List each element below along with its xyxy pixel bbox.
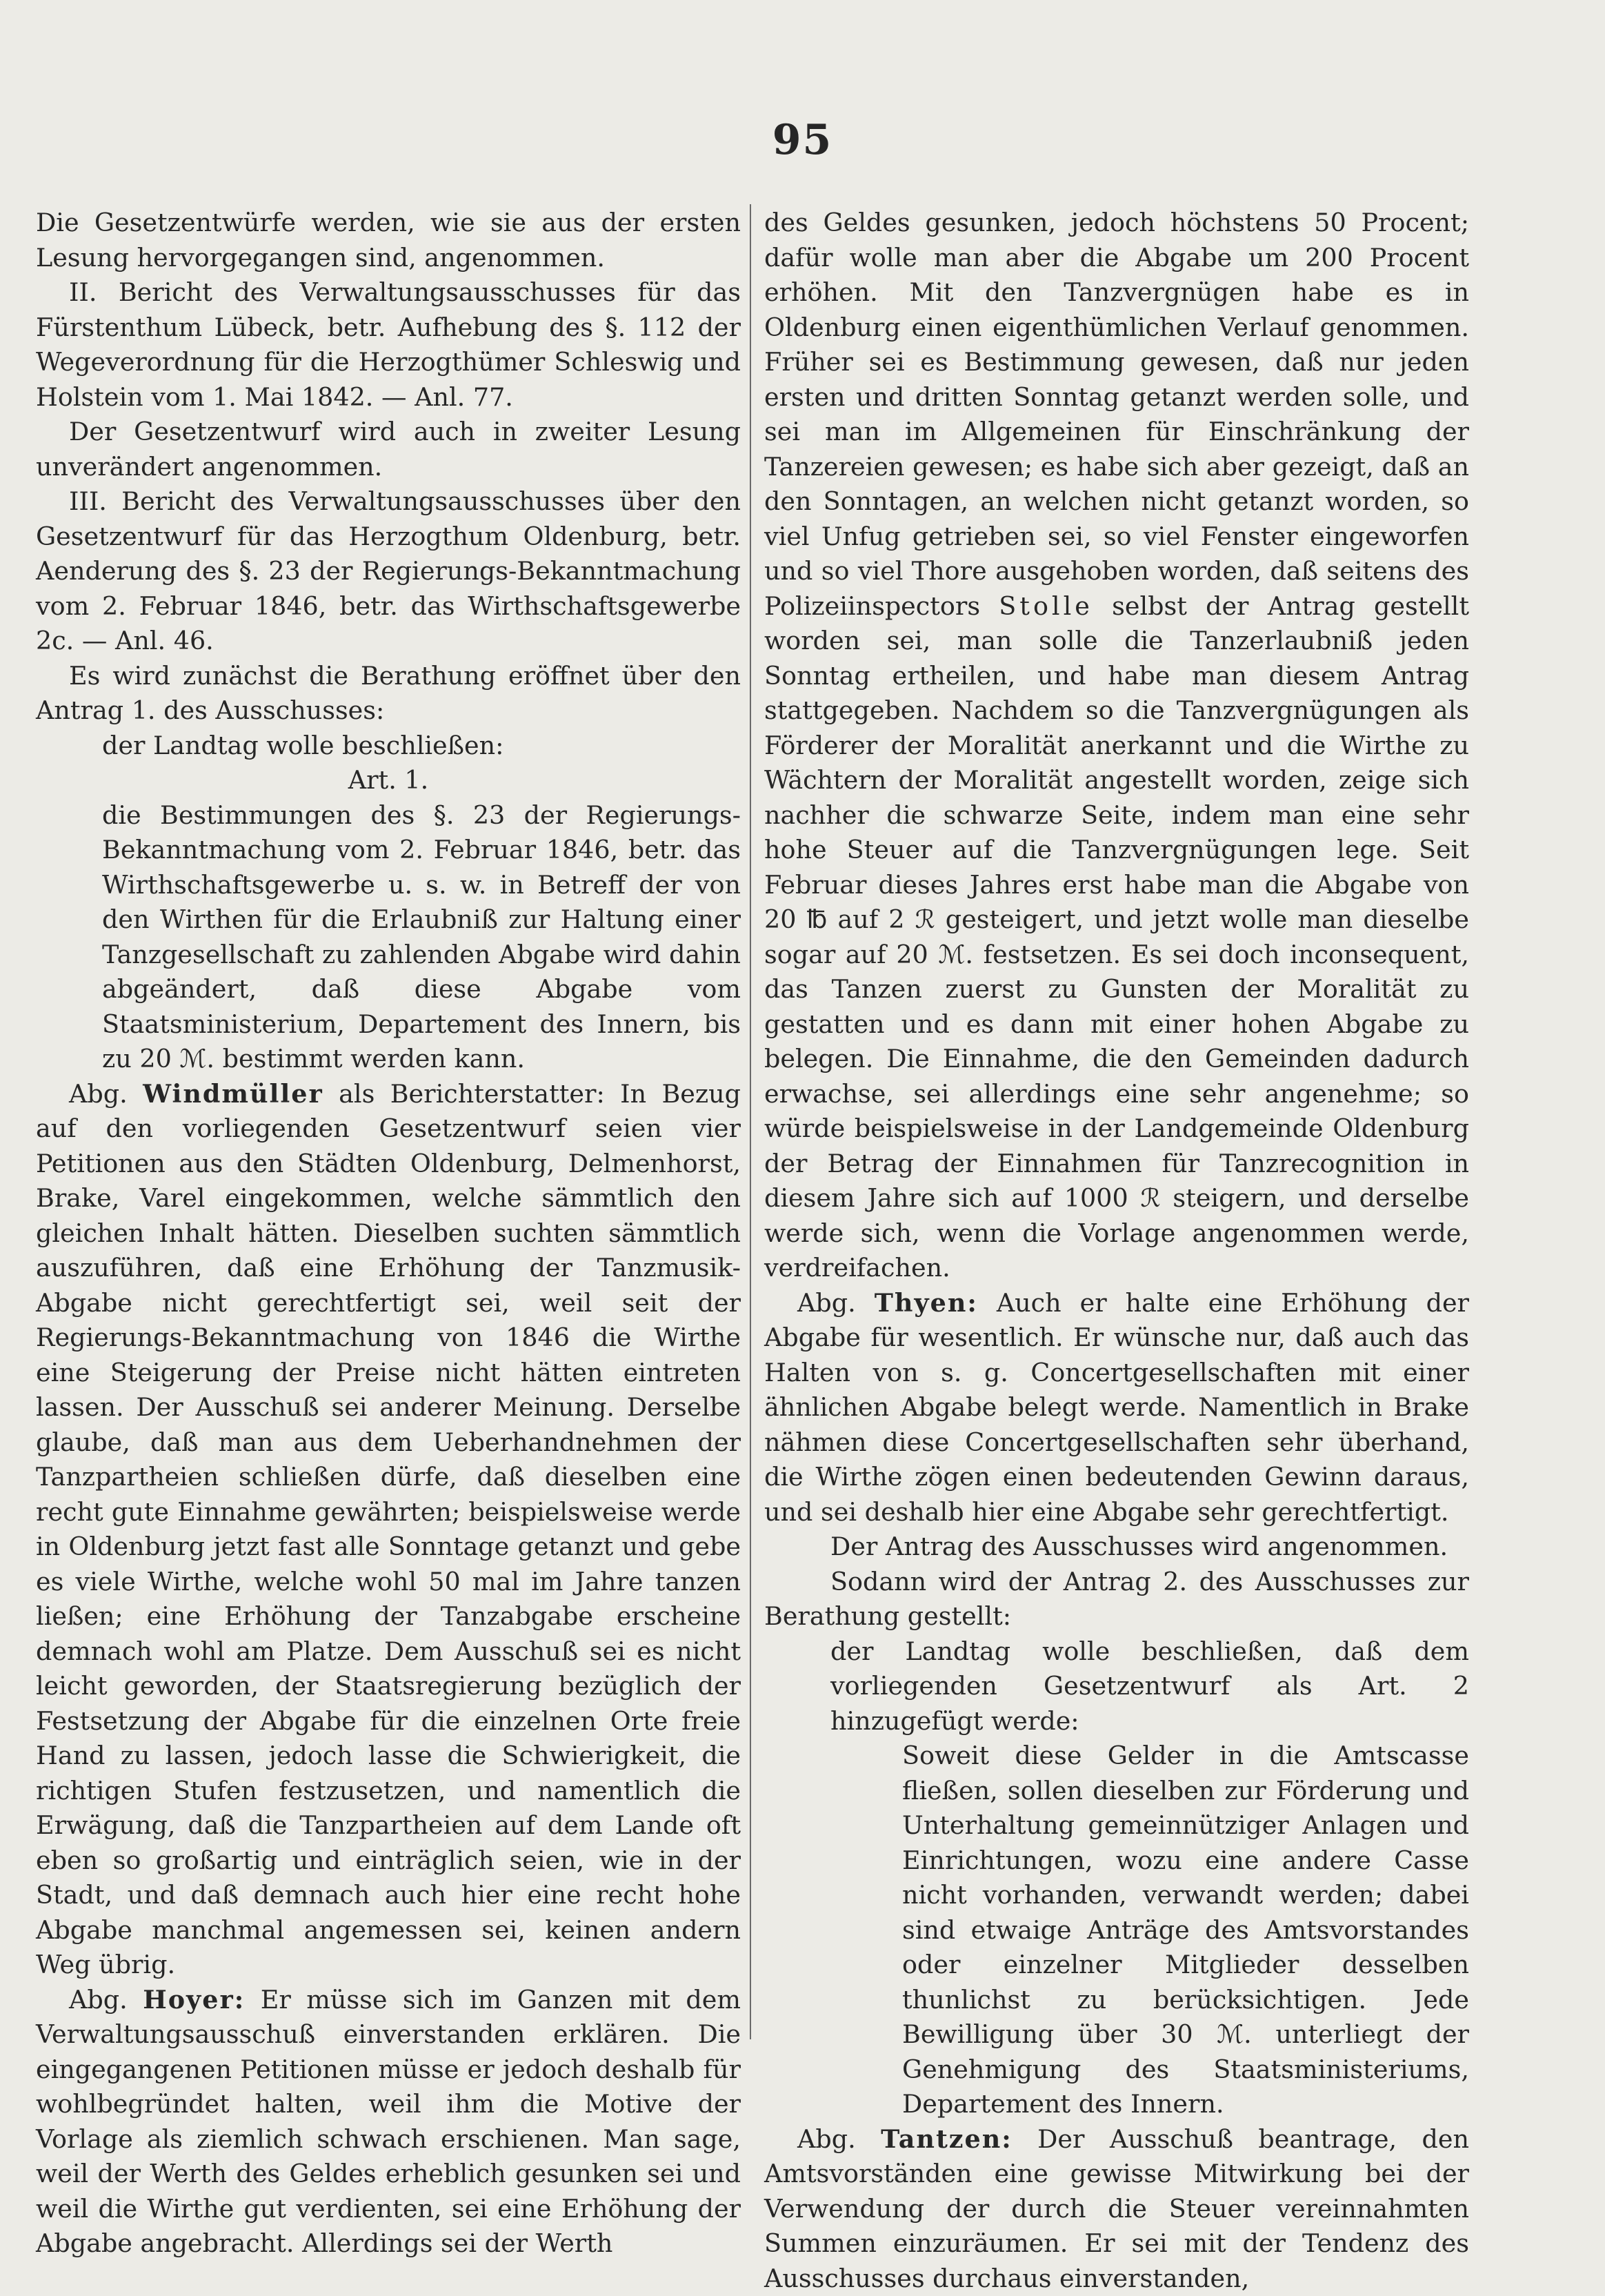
paragraph: der Landtag wolle beschließen, daß dem vorliegenden Gesetzentwurf als Art. 2 hinzugefügt werde: (764, 1634, 1469, 1739)
continued-text: des Geldes gesunken, jedoch höchstens 50 Procent; dafür wolle man aber die Abgabe um 200 Procent erhöhen. Mit den Tanzvergnügen habe es in Oldenburg einen eigenthümlichen Verlauf genommen. Früher sei es Bestimmung gewesen, daß nur jeden ersten und dritten Sonntag getanzt werden solle, und sei man im Allgemeinen für Einschränkung der Tanzereien gewesen; es habe sich aber gezeigt, daß an den Sonntagen, an welchen nicht getanzt worden, so viel Unfug getrieben sei, so viel Fenster eingeworfen und so viel Thore ausgehoben worden, daß seitens des Polizeiinspectors (764, 208, 1469, 621)
paragraph: Der Gesetzentwurf wird auch in zweiter Lesung unverändert angenommen. (36, 415, 741, 484)
paragraph: die Bestimmungen des §. 23 der Regierungs-Bekanntmachung vom 2. Februar 1846, betr. das Wirthschaftsgewerbe u. s. w. in Betreff der von den Wirthen für die Erlaubniß zur Haltung einer Tanzgesellschaft zu zahlenden Abgabe wird dahin abgeändert, daß diese Abgabe vom Staatsministerium, Departement des Innern, bis zu 20 ℳ. bestimmt werden kann. (36, 798, 741, 1077)
speaker-prefix: Abg. (69, 1985, 128, 2015)
paragraph: III. Bericht des Verwaltungsausschusses über den Gesetzentwurf für das Herzogthum Oldenburg, betr. Aenderung des §. 23 der Regierungs-Bekanntmachung vom 2. Februar 1846, betr. das Wirthschaftsgewerbe 2c. — Anl. 46. (36, 484, 741, 659)
left-column (36, 206, 741, 2262)
speaker-name: Thyen: (875, 1288, 978, 1318)
speaker-name: Tantzen: (881, 2124, 1013, 2154)
speaker-text: Der Ausschuß beantrage, den Amtsvorständen eine gewisse Mitwirkung bei der Verwendung der durch die Steuer vereinnahmten Summen einzuräumen. Er sei mit der Tendenz des Ausschusses durchaus einverstanden, (764, 2124, 1469, 2293)
right-column-intro-paragraph (764, 206, 1469, 1286)
paragraph: der Landtag wolle beschließen: (36, 729, 741, 764)
right-column (764, 206, 1469, 2296)
paragraph: Es wird zunächst die Berathung eröffnet über den Antrag 1. des Ausschusses: (36, 659, 741, 729)
spaced-name: Stolle (999, 591, 1093, 621)
paragraph: II. Bericht des Verwaltungsausschusses für das Fürstenthum Lübeck, betr. Aufhebung des §. 112 der Wegeverordnung für die Herzogthümer Schleswig und Holstein vom 1. Mai 1842. — Anl. 77. (36, 275, 741, 415)
speaker-name: Windmüller (143, 1079, 323, 1109)
speaker-prefix: Abg. (797, 2124, 856, 2154)
speaker-paragraph (36, 1983, 741, 2262)
speaker-paragraph (764, 2122, 1469, 2296)
speaker-prefix: Abg. (69, 1079, 128, 1109)
speaker-text: als Berichterstatter: In Bezug auf den vorliegenden Gesetzentwurf seien vier Petitionen aus den Städten Oldenburg, Delmenhorst, Brake, Varel eingekommen, welche sämmtlich den gleichen Inhalt hätten. Dieselben suchten sämmtlich auszuführen, daß eine Erhöhung der Tanzmusik-Abgabe nicht gerechtfertigt sei, weil seit der Regierungs-Bekanntmachung von 1846 die Wirthe eine Steigerung der Preise nicht hätten eintreten lassen. Der Ausschuß sei anderer Meinung. Derselbe glaube, daß man aus dem Ueberhandnehmen der Tanzpartheien schließen dürfe, daß dieselben eine recht gute Einnahme gewährten; beispielsweise werde in Oldenburg jetzt fast alle Sonntage getanzt und gebe es viele Wirthe, welche wohl 50 mal im Jahre tanzen ließen; eine Erhöhung der Tanzabgabe erscheine demnach wohl am Platze. Dem Ausschuß sei es nicht leicht geworden, der Staatsregierung bezüglich der Festsetzung der Abgabe für die einzelnen Orte freie Hand zu lassen, jedoch lasse die Schwierigkeit, die richtigen Stufen festzusetzen, und namentlich die Erwägung, daß die Tanzpartheien auf dem Lande oft eben so großartig und einträglich seien, wie in der Stadt, und daß demnach auch hier eine recht hohe Abgabe manchmal angemessen sei, keinen andern Weg übrig. (36, 1079, 741, 1980)
column-divider (750, 204, 751, 2039)
speaker-paragraph (764, 1286, 1469, 1530)
speaker-paragraph (36, 1077, 741, 1983)
speaker-prefix: Abg. (797, 1288, 856, 1318)
paragraph: Die Gesetzentwürfe werden, wie sie aus der ersten Lesung hervorgegangen sind, angenommen. (36, 206, 741, 275)
paragraph: Der Antrag des Ausschusses wird angenommen. (764, 1530, 1469, 1565)
paragraph: Sodann wird der Antrag 2. des Ausschusses zur Berathung gestellt: (764, 1565, 1469, 1634)
page-number: 95 (0, 116, 1605, 164)
speaker-name: Hoyer: (143, 1985, 245, 2015)
paragraph: Soweit diese Gelder in die Amtscasse fließen, sollen dieselben zur Förderung und Unterhaltung gemeinnütziger Anlagen und Einrichtungen, wozu eine andere Casse nicht vorhanden, verwandt werden; dabei sind etwaige Anträge des Amtsvorstandes oder einzelner Mitglieder desselben thunlichst zu berücksichtigen. Jede Bewilligung über 30 ℳ. unterliegt der Genehmigung des Staatsministeriums, Departement des Innern. (764, 1739, 1469, 2122)
continued-text-rest: selbst der Antrag gestellt worden sei, man solle die Tanzerlaubniß jeden Sonntag ertheilen, und habe man diesem Antrag stattgegeben. Nachdem so die Tanzvergnügungen als Förderer der Moralität anerkannt und die Wirthe zu Wächtern der Moralität angestellt worden, zeige sich nachher die schwarze Seite, indem man eine sehr hohe Steuer auf die Tanzvergnügungen lege. Seit Februar dieses Jahres erst habe man die Abgabe von 20 ℔ auf 2 ℛ gesteigert, und jetzt wolle man dieselbe sogar auf 20 ℳ. festsetzen. Es sei doch inconsequent, das Tanzen zuerst zu Gunsten der Moralität zu gestatten und es dann mit einer hohen Abgabe zu belegen. Die Einnahme, die den Gemeinden dadurch erwachse, sei allerdings eine sehr angenehme; so würde beispielsweise in der Landgemeinde Oldenburg der Betrag der Einnahmen für Tanzrecognition in diesem Jahre sich auf 1000 ℛ steigern, und derselbe werde sich, wenn die Vorlage angenommen werde, verdreifachen. (764, 591, 1469, 1283)
article-heading: Art. 1. (36, 763, 741, 798)
speaker-text: Er müsse sich im Ganzen mit dem Verwaltungsausschuß einverstanden erklären. Die eingegangenen Petitionen müsse er jedoch deshalb für wohlbegründet halten, weil ihm die Motive der Vorlage als ziemlich schwach erschienen. Man sage, weil der Werth des Geldes erheblich gesunken sei und weil die Wirthe gut verdienten, sei eine Erhöhung der Abgabe angebracht. Allerdings sei der Werth (36, 1985, 741, 2259)
speaker-text: Auch er halte eine Erhöhung der Abgabe für wesentlich. Er wünsche nur, daß auch das Halten von s. g. Concertgesellschaften mit einer ähnlichen Abgabe belegt werde. Namentlich in Brake nähmen diese Concertgesellschaften sehr überhand, die Wirthe zögen einen bedeutenden Gewinn daraus, und sei deshalb hier eine Abgabe sehr gerechtfertigt. (764, 1288, 1469, 1527)
